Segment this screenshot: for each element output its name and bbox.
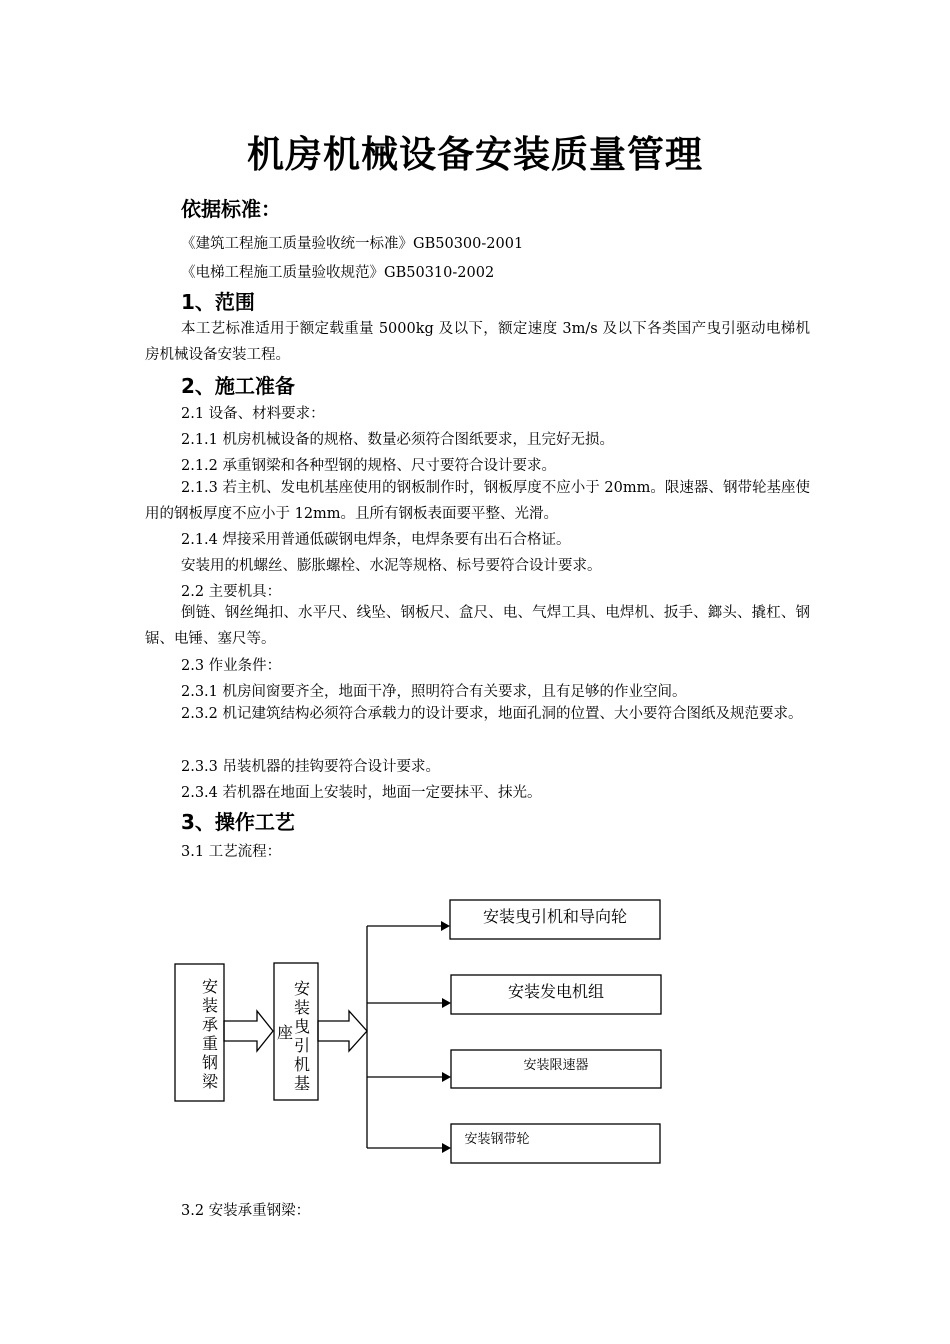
- flow-step2-label: [294, 979, 310, 1093]
- flow-arrowhead-3: [442, 1072, 451, 1082]
- s3-1: 3.1 工艺流程：: [181, 844, 282, 860]
- s2-3-2: 2.3.2 机记建筑结构必须符合承载力的设计要求，地面孔洞的位置、大小要符合图纸及规范要求。: [181, 706, 803, 722]
- flow-step2-char-0: 安: [293, 979, 311, 998]
- s2-1-4: 2.1.4 焊接采用普通低碳钢电焊条，电焊条要有出石合格证。: [181, 532, 571, 548]
- s2-3: 2.3 作业条件：: [181, 658, 282, 674]
- s2-1: 2.1 设备、材料要求：: [181, 406, 325, 422]
- flow-step1-char-0: 安: [201, 977, 219, 996]
- s2-1-2: 2.1.2 承重钢梁和各种型钢的规格、尺寸要符合设计要求。: [181, 458, 557, 474]
- flow-step1-char-2: 承: [201, 1015, 219, 1034]
- flow-step1-char-5: 梁: [201, 1072, 219, 1091]
- section3-heading: 3、操作工艺: [181, 810, 295, 834]
- flow-step2-char-3: 引: [293, 1036, 311, 1055]
- flow-step1-char-3: 重: [201, 1034, 219, 1053]
- flow-step2-tail: 座: [276, 1023, 294, 1042]
- flow-step1-char-1: 装: [201, 996, 219, 1015]
- section2-heading: 2、施工准备: [181, 374, 295, 398]
- flow-step1-char-4: 钢: [201, 1053, 219, 1072]
- s2-3-3: 2.3.3 吊装机器的挂钩要符合设计要求。: [181, 759, 441, 775]
- s2-3-1: 2.3.1 机房间窗要齐全，地面干净，照明符合有关要求，且有足够的作业空间。: [181, 684, 687, 700]
- document-title: 机房机械设备安装质量管理: [247, 133, 703, 176]
- flow-arrow-2: [318, 1011, 367, 1051]
- s3-2: 3.2 安装承重钢梁：: [181, 1203, 311, 1219]
- s2-2: 2.2 主要机具：: [181, 584, 282, 600]
- flow-target-3: 安装限速器: [523, 1058, 589, 1073]
- basis-heading: 依据标准：: [181, 197, 281, 221]
- materials-note: 安装用的机螺丝、膨胀螺栓、水泥等规格、标号要符合设计要求。: [181, 558, 602, 574]
- s2-1-1: 2.1.1 机房机械设备的规格、数量必须符合图纸要求，且完好无损。: [181, 432, 615, 448]
- flow-step2-char-1: 装: [293, 998, 311, 1017]
- flow-target-4: 安装钢带轮: [464, 1132, 530, 1147]
- flow-step2-char-5: 基: [293, 1074, 311, 1093]
- standard-1: 《建筑工程施工质量验收统一标准》GB50300-2001: [181, 236, 524, 252]
- flow-target-2: 安装发电机组: [507, 982, 605, 1001]
- section1-paragraph: 本工艺标准适用于额定载重量 5000kg 及以下，额定速度 3m/s 及以下各类国产曳引驱动电梯机房机械设备安装工程。: [145, 321, 810, 363]
- s2-3-4: 2.3.4 若机器在地面上安装时，地面一定要抹平、抹光。: [181, 785, 542, 801]
- flow-target-1: 安装曳引机和导向轮: [482, 907, 628, 926]
- tools-list: 倒链、钢丝绳扣、水平尺、线坠、钢板尺、盒尺、电、气焊工具、电焊机、扳手、鎯头、撬杠、钢锯、电锤、塞尺等。: [145, 605, 810, 647]
- flow-step2-char-2: 曳: [293, 1017, 311, 1036]
- s2-1-3: 2.1.3 若主机、发电机基座使用的钢板制作时，钢板厚度不应小于 20mm。限速器、钢带轮基座使用的钢板厚度不应小于 12mm。且所有钢板表面要平整、光滑。: [145, 480, 810, 522]
- flow-step1-label: [202, 977, 219, 1091]
- flow-arrow-1: [224, 1011, 273, 1051]
- flow-arrowhead-2: [442, 998, 451, 1008]
- flow-step2-char-4: 机: [293, 1055, 311, 1074]
- standard-2: 《电梯工程施工质量验收规范》GB50310-2002: [181, 265, 495, 281]
- section1-heading: 1、范围: [181, 290, 255, 314]
- flow-arrowhead-1: [441, 921, 450, 931]
- flow-arrowhead-4: [442, 1143, 451, 1153]
